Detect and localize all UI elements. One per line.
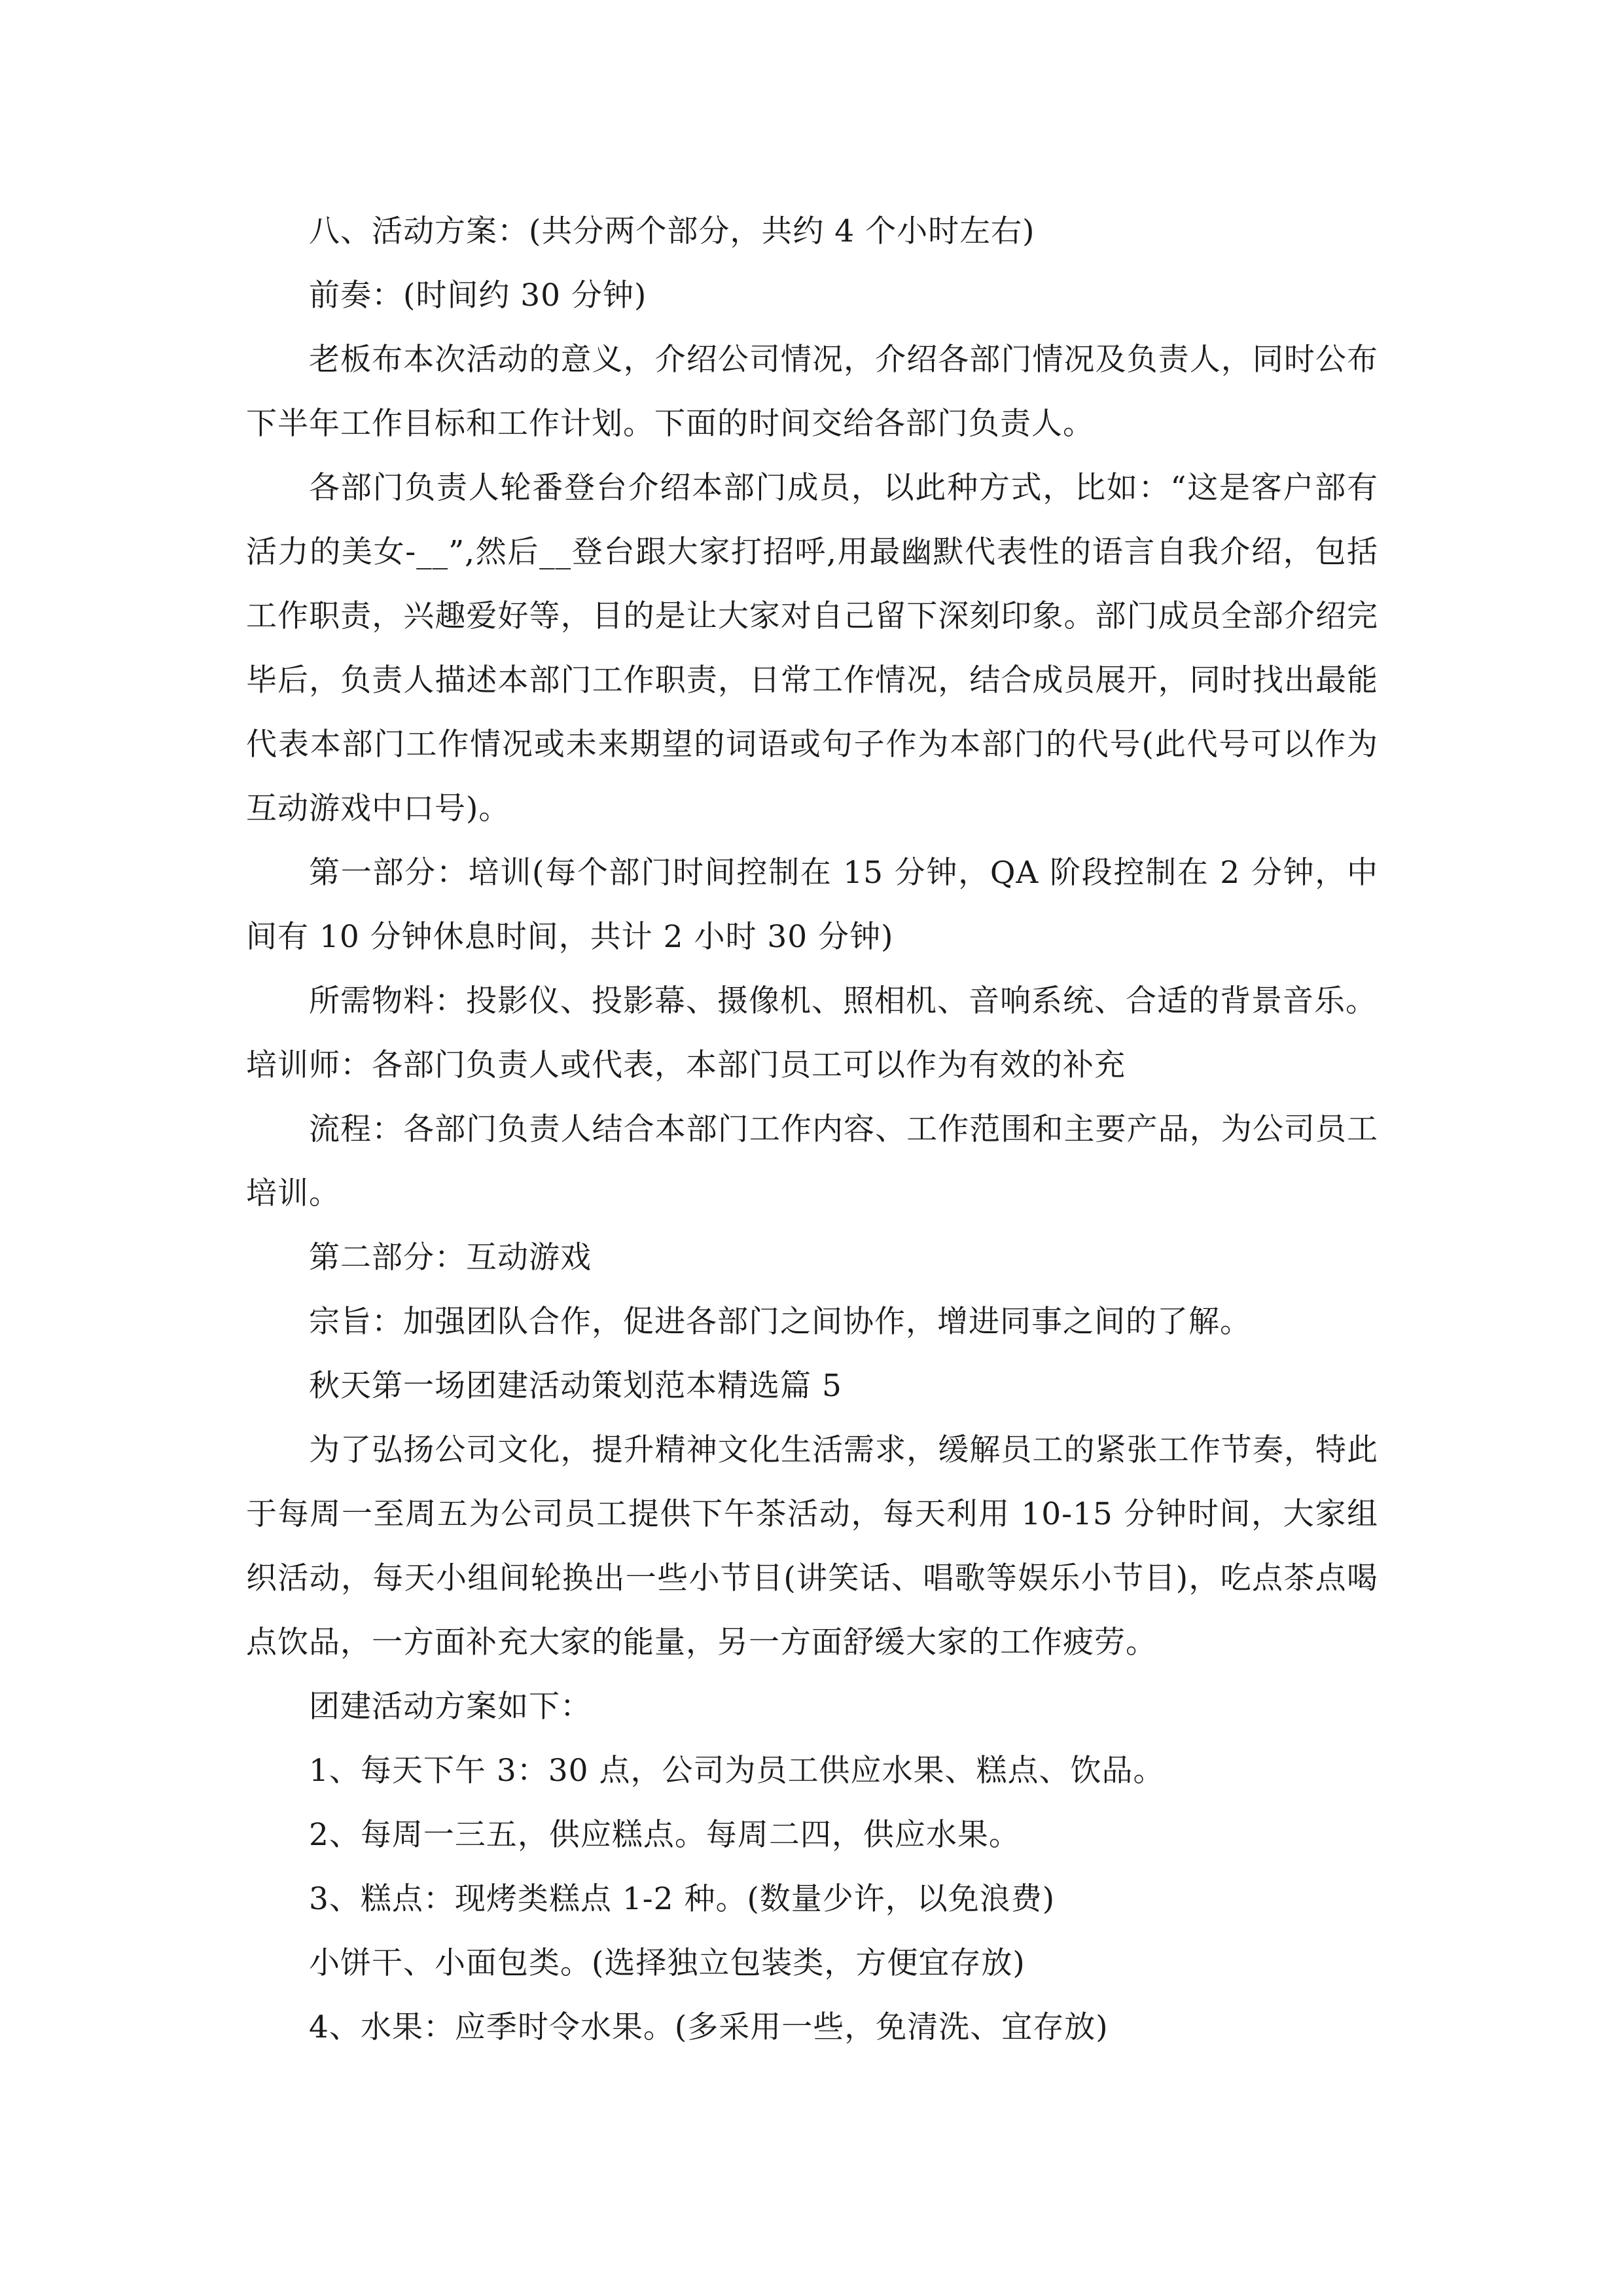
paragraph: 培训师：各部门负责人或代表，本部门员工可以作为有效的补充 xyxy=(246,1047,1126,1083)
document-body xyxy=(246,200,1378,2060)
list-item: 4、水果：应季时令水果。(多采用一些，免清洗、宜存放) xyxy=(309,2009,1109,2045)
paragraph: 为了弘扬公司文化，提升精神文化生活需求，缓解员工的紧张工作节奏，特此于每周一至周五为公司员工提供下午茶活动，每天利用 10-15 分钟时间，大家组织活动，每天小组间轮换出一些小节目(讲笑话、唱歌等娱乐小节目)，吃点茶点喝点饮品，一方面补充大家的能量，另一方面舒缓大家的工作疲劳。 xyxy=(246,1432,1378,1660)
paragraph: 老板布本次活动的意义，介绍公司情况，介绍各部门情况及负责人，同时公布下半年工作目标和工作计划。下面的时间交给各部门负责人。 xyxy=(246,342,1378,442)
list-item: 2、每周一三五，供应糕点。每周二四，供应水果。 xyxy=(309,1817,1020,1853)
paragraph: 八、活动方案：(共分两个部分，共约 4 个小时左右) xyxy=(309,213,1035,249)
paragraph: 第二部分：互动游戏 xyxy=(309,1240,592,1276)
list-item: 3、糕点：现烤类糕点 1-2 种。(数量少许，以免浪费) xyxy=(309,1881,1056,1917)
paragraph: 第一部分：培训(每个部门时间控制在 15 分钟，QA 阶段控制在 2 分钟，中间有 10 分钟休息时间，共计 2 小时 30 分钟) xyxy=(246,855,1378,955)
paragraph: 前奏：(时间约 30 分钟) xyxy=(309,278,647,314)
section-heading: 秋天第一场团建活动策划范本精选篇 5 xyxy=(309,1368,842,1404)
paragraph: 流程：各部门负责人结合本部门工作内容、工作范围和主要产品，为公司员工培训。 xyxy=(246,1111,1378,1211)
paragraph: 团建活动方案如下： xyxy=(309,1689,592,1725)
paragraph: 宗旨：加强团队合作，促进各部门之间协作，增进同事之间的了解。 xyxy=(309,1304,1251,1340)
paragraph: 小饼干、小面包类。(选择独立包装类，方便宜存放) xyxy=(309,1945,1026,1981)
paragraph: 各部门负责人轮番登台介绍本部门成员，以此种方式，比如：“这是客户部有活力的美女-__”,然后__登台跟大家打招呼,用最幽默代表性的语言自我介绍，包括工作职责，兴趣爱好等，目的是让大家对自己留下深刻印象。部门成员全部介绍完毕后，负责人描述本部门工作职责，日常工作情况，结合成员展开，同时找出最能代表本部门工作情况或未来期望的词语或句子作为本部门的代号(此代号可以作为互动游戏中口号)。 xyxy=(246,470,1378,827)
paragraph: 所需物料：投影仪、投影幕、摄像机、照相机、音响系统、合适的背景音乐。 xyxy=(309,983,1377,1019)
list-item: 1、每天下午 3：30 点，公司为员工供应水果、糕点、饮品。 xyxy=(309,1753,1165,1789)
